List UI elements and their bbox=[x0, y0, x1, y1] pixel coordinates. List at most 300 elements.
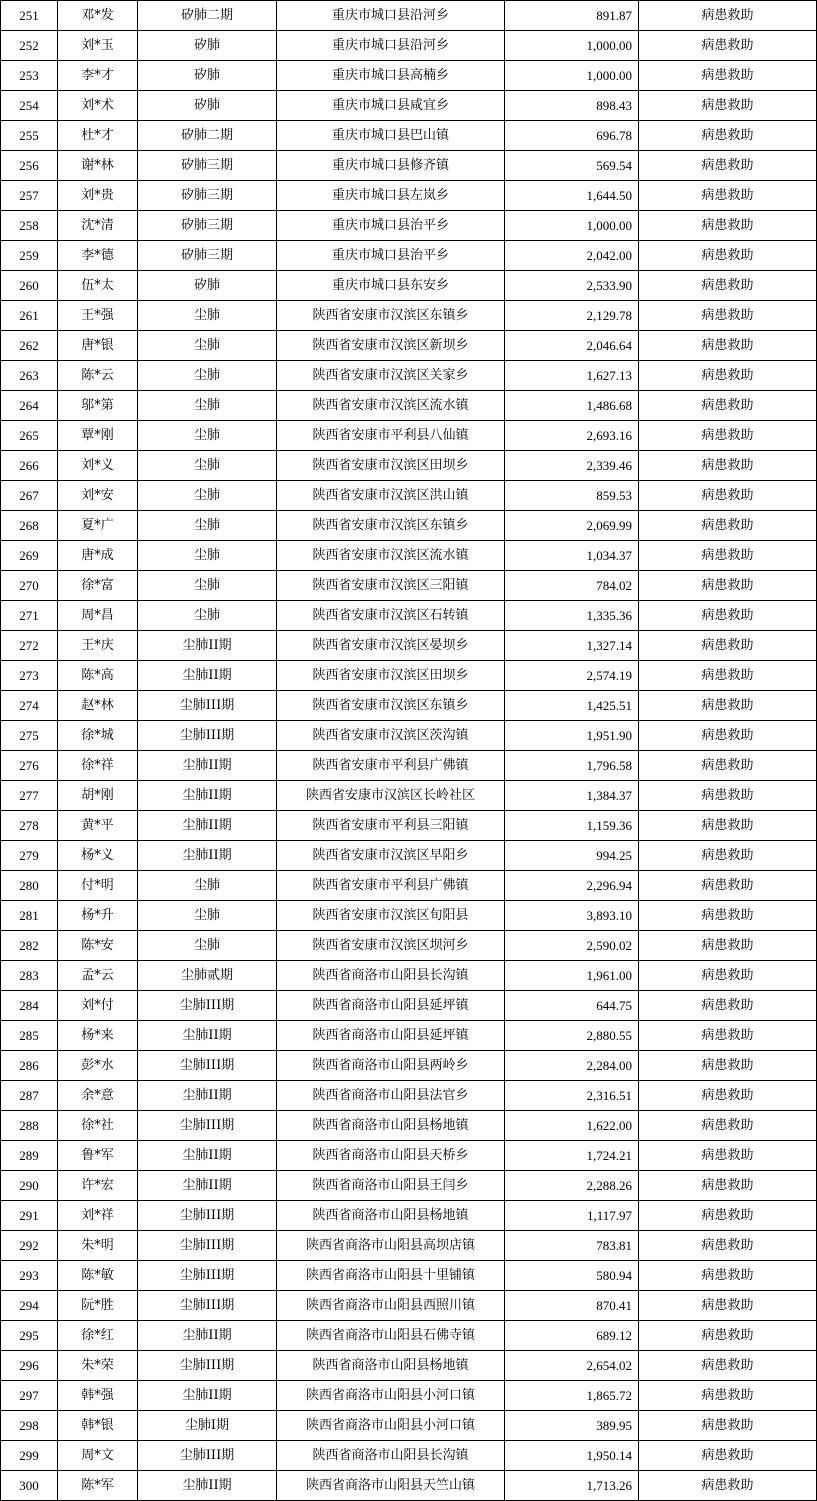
category-cell: 病患救助 bbox=[639, 61, 817, 91]
diagnosis-cell: 尘肺贰期 bbox=[138, 961, 277, 991]
aid-table-body bbox=[1, 1, 817, 1501]
category-cell: 病患救助 bbox=[639, 1021, 817, 1051]
table-row bbox=[1, 331, 817, 361]
table-row bbox=[1, 241, 817, 271]
table-row bbox=[1, 1051, 817, 1081]
category-cell: 病患救助 bbox=[639, 301, 817, 331]
address-cell: 陕西省商洛市山阳县两岭乡 bbox=[277, 1051, 505, 1081]
row-number: 275 bbox=[1, 721, 58, 751]
diagnosis-cell: 尘肺II期 bbox=[138, 751, 277, 781]
name-cell: 唐*银 bbox=[58, 331, 138, 361]
table-row bbox=[1, 961, 817, 991]
row-number: 293 bbox=[1, 1261, 58, 1291]
table-row bbox=[1, 1, 817, 31]
row-number: 266 bbox=[1, 451, 58, 481]
row-number: 288 bbox=[1, 1111, 58, 1141]
category-cell: 病患救助 bbox=[639, 1321, 817, 1351]
row-number: 292 bbox=[1, 1231, 58, 1261]
diagnosis-cell: 矽肺 bbox=[138, 91, 277, 121]
address-cell: 陕西省安康市汉滨区晏坝乡 bbox=[277, 631, 505, 661]
diagnosis-cell: 尘肺II期 bbox=[138, 1021, 277, 1051]
row-number: 270 bbox=[1, 571, 58, 601]
address-cell: 陕西省商洛市山阳县天桥乡 bbox=[277, 1141, 505, 1171]
amount-cell: 569.54 bbox=[505, 151, 639, 181]
address-cell: 陕西省安康市汉滨区东镇乡 bbox=[277, 511, 505, 541]
name-cell: 徐*红 bbox=[58, 1321, 138, 1351]
category-cell: 病患救助 bbox=[639, 661, 817, 691]
address-cell: 重庆市城口县治平乡 bbox=[277, 241, 505, 271]
address-cell: 陕西省安康市平利县广佛镇 bbox=[277, 751, 505, 781]
diagnosis-cell: 矽肺二期 bbox=[138, 121, 277, 151]
address-cell: 重庆市城口县治平乡 bbox=[277, 211, 505, 241]
amount-cell: 1,425.51 bbox=[505, 691, 639, 721]
diagnosis-cell: 尘肺 bbox=[138, 541, 277, 571]
amount-cell: 2,046.64 bbox=[505, 331, 639, 361]
amount-cell: 580.94 bbox=[505, 1261, 639, 1291]
diagnosis-cell: 尘肺 bbox=[138, 451, 277, 481]
address-cell: 陕西省商洛市山阳县西照川镇 bbox=[277, 1291, 505, 1321]
category-cell: 病患救助 bbox=[639, 151, 817, 181]
row-number: 281 bbox=[1, 901, 58, 931]
address-cell: 重庆市城口县左岚乡 bbox=[277, 181, 505, 211]
table-row bbox=[1, 751, 817, 781]
row-number: 298 bbox=[1, 1411, 58, 1441]
category-cell: 病患救助 bbox=[639, 1471, 817, 1501]
diagnosis-cell: 尘肺III期 bbox=[138, 721, 277, 751]
table-row bbox=[1, 91, 817, 121]
address-cell: 陕西省安康市平利县三阳镇 bbox=[277, 811, 505, 841]
category-cell: 病患救助 bbox=[639, 451, 817, 481]
amount-cell: 2,129.78 bbox=[505, 301, 639, 331]
row-number: 282 bbox=[1, 931, 58, 961]
name-cell: 许*宏 bbox=[58, 1171, 138, 1201]
amount-cell: 1,000.00 bbox=[505, 31, 639, 61]
table-row bbox=[1, 271, 817, 301]
category-cell: 病患救助 bbox=[639, 751, 817, 781]
row-number: 279 bbox=[1, 841, 58, 871]
amount-cell: 2,296.94 bbox=[505, 871, 639, 901]
address-cell: 陕西省安康市汉滨区田坝乡 bbox=[277, 661, 505, 691]
address-cell: 陕西省安康市汉滨区早阳乡 bbox=[277, 841, 505, 871]
row-number: 261 bbox=[1, 301, 58, 331]
amount-cell: 1,950.14 bbox=[505, 1441, 639, 1471]
name-cell: 陈*军 bbox=[58, 1471, 138, 1501]
name-cell: 周*文 bbox=[58, 1441, 138, 1471]
amount-cell: 859.53 bbox=[505, 481, 639, 511]
diagnosis-cell: 尘肺III期 bbox=[138, 1201, 277, 1231]
category-cell: 病患救助 bbox=[639, 901, 817, 931]
table-row bbox=[1, 1201, 817, 1231]
diagnosis-cell: 尘肺III期 bbox=[138, 691, 277, 721]
diagnosis-cell: 矽肺二期 bbox=[138, 1, 277, 31]
diagnosis-cell: 尘肺II期 bbox=[138, 1321, 277, 1351]
category-cell: 病患救助 bbox=[639, 1261, 817, 1291]
name-cell: 鲁*军 bbox=[58, 1141, 138, 1171]
diagnosis-cell: 矽肺三期 bbox=[138, 211, 277, 241]
address-cell: 陕西省商洛市山阳县王闫乡 bbox=[277, 1171, 505, 1201]
category-cell: 病患救助 bbox=[639, 1231, 817, 1261]
row-number: 285 bbox=[1, 1021, 58, 1051]
diagnosis-cell: 尘肺 bbox=[138, 571, 277, 601]
table-row bbox=[1, 1351, 817, 1381]
amount-cell: 2,042.00 bbox=[505, 241, 639, 271]
name-cell: 刘*贵 bbox=[58, 181, 138, 211]
name-cell: 刘*玉 bbox=[58, 31, 138, 61]
amount-cell: 2,533.90 bbox=[505, 271, 639, 301]
diagnosis-cell: 尘肺 bbox=[138, 331, 277, 361]
diagnosis-cell: 尘肺II期 bbox=[138, 631, 277, 661]
diagnosis-cell: 尘肺II期 bbox=[138, 1471, 277, 1501]
category-cell: 病患救助 bbox=[639, 1411, 817, 1441]
row-number: 256 bbox=[1, 151, 58, 181]
diagnosis-cell: 尘肺III期 bbox=[138, 1051, 277, 1081]
amount-cell: 898.43 bbox=[505, 91, 639, 121]
amount-cell: 1,951.90 bbox=[505, 721, 639, 751]
amount-cell: 1,000.00 bbox=[505, 61, 639, 91]
table-row bbox=[1, 61, 817, 91]
address-cell: 陕西省商洛市山阳县小河口镇 bbox=[277, 1411, 505, 1441]
amount-cell: 1,159.36 bbox=[505, 811, 639, 841]
row-number: 295 bbox=[1, 1321, 58, 1351]
category-cell: 病患救助 bbox=[639, 361, 817, 391]
table-row bbox=[1, 421, 817, 451]
category-cell: 病患救助 bbox=[639, 1171, 817, 1201]
row-number: 253 bbox=[1, 61, 58, 91]
category-cell: 病患救助 bbox=[639, 91, 817, 121]
name-cell: 伍*太 bbox=[58, 271, 138, 301]
category-cell: 病患救助 bbox=[639, 1051, 817, 1081]
category-cell: 病患救助 bbox=[639, 781, 817, 811]
category-cell: 病患救助 bbox=[639, 391, 817, 421]
name-cell: 陈*高 bbox=[58, 661, 138, 691]
amount-cell: 389.95 bbox=[505, 1411, 639, 1441]
address-cell: 陕西省安康市汉滨区东镇乡 bbox=[277, 691, 505, 721]
amount-cell: 1,644.50 bbox=[505, 181, 639, 211]
name-cell: 徐*社 bbox=[58, 1111, 138, 1141]
row-number: 257 bbox=[1, 181, 58, 211]
table-row bbox=[1, 211, 817, 241]
name-cell: 陈*敏 bbox=[58, 1261, 138, 1291]
address-cell: 陕西省安康市汉滨区东镇乡 bbox=[277, 301, 505, 331]
row-number: 283 bbox=[1, 961, 58, 991]
diagnosis-cell: 尘肺II期 bbox=[138, 1381, 277, 1411]
row-number: 294 bbox=[1, 1291, 58, 1321]
diagnosis-cell: 矽肺三期 bbox=[138, 151, 277, 181]
amount-cell: 891.87 bbox=[505, 1, 639, 31]
name-cell: 李*才 bbox=[58, 61, 138, 91]
name-cell: 刘*术 bbox=[58, 91, 138, 121]
address-cell: 陕西省安康市汉滨区坝河乡 bbox=[277, 931, 505, 961]
row-number: 296 bbox=[1, 1351, 58, 1381]
category-cell: 病患救助 bbox=[639, 1111, 817, 1141]
name-cell: 夏*广 bbox=[58, 511, 138, 541]
amount-cell: 1,384.37 bbox=[505, 781, 639, 811]
row-number: 254 bbox=[1, 91, 58, 121]
amount-cell: 2,316.51 bbox=[505, 1081, 639, 1111]
amount-cell: 1,327.14 bbox=[505, 631, 639, 661]
name-cell: 覃*刚 bbox=[58, 421, 138, 451]
row-number: 271 bbox=[1, 601, 58, 631]
amount-cell: 2,284.00 bbox=[505, 1051, 639, 1081]
category-cell: 病患救助 bbox=[639, 1291, 817, 1321]
row-number: 290 bbox=[1, 1171, 58, 1201]
address-cell: 重庆市城口县沿河乡 bbox=[277, 1, 505, 31]
name-cell: 徐*富 bbox=[58, 571, 138, 601]
amount-cell: 1,961.00 bbox=[505, 961, 639, 991]
category-cell: 病患救助 bbox=[639, 961, 817, 991]
amount-cell: 2,339.46 bbox=[505, 451, 639, 481]
diagnosis-cell: 尘肺II期 bbox=[138, 1081, 277, 1111]
amount-cell: 1,724.21 bbox=[505, 1141, 639, 1171]
category-cell: 病患救助 bbox=[639, 1441, 817, 1471]
address-cell: 陕西省安康市汉滨区三阳镇 bbox=[277, 571, 505, 601]
table-row bbox=[1, 691, 817, 721]
table-row bbox=[1, 391, 817, 421]
address-cell: 陕西省安康市汉滨区流水镇 bbox=[277, 391, 505, 421]
row-number: 276 bbox=[1, 751, 58, 781]
diagnosis-cell: 尘肺III期 bbox=[138, 1441, 277, 1471]
table-row bbox=[1, 541, 817, 571]
name-cell: 朱*荣 bbox=[58, 1351, 138, 1381]
row-number: 259 bbox=[1, 241, 58, 271]
name-cell: 杨*升 bbox=[58, 901, 138, 931]
name-cell: 刘*付 bbox=[58, 991, 138, 1021]
diagnosis-cell: 尘肺 bbox=[138, 511, 277, 541]
table-row bbox=[1, 511, 817, 541]
row-number: 280 bbox=[1, 871, 58, 901]
name-cell: 付*明 bbox=[58, 871, 138, 901]
table-row bbox=[1, 841, 817, 871]
row-number: 299 bbox=[1, 1441, 58, 1471]
address-cell: 陕西省商洛市山阳县法官乡 bbox=[277, 1081, 505, 1111]
table-row bbox=[1, 1381, 817, 1411]
address-cell: 陕西省安康市汉滨区流水镇 bbox=[277, 541, 505, 571]
address-cell: 重庆市城口县巴山镇 bbox=[277, 121, 505, 151]
name-cell: 刘*义 bbox=[58, 451, 138, 481]
address-cell: 陕西省安康市汉滨区田坝乡 bbox=[277, 451, 505, 481]
diagnosis-cell: 尘肺 bbox=[138, 931, 277, 961]
diagnosis-cell: 尘肺III期 bbox=[138, 1231, 277, 1261]
name-cell: 李*德 bbox=[58, 241, 138, 271]
amount-cell: 696.78 bbox=[505, 121, 639, 151]
table-row bbox=[1, 481, 817, 511]
name-cell: 徐*城 bbox=[58, 721, 138, 751]
amount-cell: 644.75 bbox=[505, 991, 639, 1021]
address-cell: 陕西省商洛市山阳县小河口镇 bbox=[277, 1381, 505, 1411]
address-cell: 陕西省商洛市山阳县杨地镇 bbox=[277, 1111, 505, 1141]
row-number: 272 bbox=[1, 631, 58, 661]
name-cell: 韩*银 bbox=[58, 1411, 138, 1441]
name-cell: 韩*强 bbox=[58, 1381, 138, 1411]
row-number: 267 bbox=[1, 481, 58, 511]
diagnosis-cell: 尘肺 bbox=[138, 361, 277, 391]
address-cell: 陕西省商洛市山阳县石佛寺镇 bbox=[277, 1321, 505, 1351]
diagnosis-cell: 尘肺 bbox=[138, 601, 277, 631]
address-cell: 重庆市城口县修齐镇 bbox=[277, 151, 505, 181]
category-cell: 病患救助 bbox=[639, 721, 817, 751]
diagnosis-cell: 尘肺III期 bbox=[138, 1261, 277, 1291]
table-row bbox=[1, 1441, 817, 1471]
name-cell: 赵*林 bbox=[58, 691, 138, 721]
category-cell: 病患救助 bbox=[639, 691, 817, 721]
diagnosis-cell: 尘肺III期 bbox=[138, 1291, 277, 1321]
address-cell: 陕西省商洛市山阳县长沟镇 bbox=[277, 961, 505, 991]
table-row bbox=[1, 1471, 817, 1501]
table-row bbox=[1, 1171, 817, 1201]
diagnosis-cell: 尘肺II期 bbox=[138, 661, 277, 691]
category-cell: 病患救助 bbox=[639, 31, 817, 61]
name-cell: 徐*祥 bbox=[58, 751, 138, 781]
category-cell: 病患救助 bbox=[639, 871, 817, 901]
amount-cell: 2,693.16 bbox=[505, 421, 639, 451]
address-cell: 陕西省安康市汉滨区茨沟镇 bbox=[277, 721, 505, 751]
table-row bbox=[1, 301, 817, 331]
category-cell: 病患救助 bbox=[639, 1351, 817, 1381]
address-cell: 重庆市城口县沿河乡 bbox=[277, 31, 505, 61]
row-number: 252 bbox=[1, 31, 58, 61]
diagnosis-cell: 尘肺 bbox=[138, 871, 277, 901]
address-cell: 重庆市城口县高楠乡 bbox=[277, 61, 505, 91]
address-cell: 陕西省安康市汉滨区新坝乡 bbox=[277, 331, 505, 361]
row-number: 291 bbox=[1, 1201, 58, 1231]
amount-cell: 1,335.36 bbox=[505, 601, 639, 631]
table-row bbox=[1, 1021, 817, 1051]
name-cell: 胡*刚 bbox=[58, 781, 138, 811]
category-cell: 病患救助 bbox=[639, 511, 817, 541]
table-row bbox=[1, 361, 817, 391]
category-cell: 病患救助 bbox=[639, 181, 817, 211]
table-row bbox=[1, 1291, 817, 1321]
address-cell: 陕西省商洛市山阳县杨地镇 bbox=[277, 1201, 505, 1231]
name-cell: 彭*水 bbox=[58, 1051, 138, 1081]
amount-cell: 3,893.10 bbox=[505, 901, 639, 931]
diagnosis-cell: 尘肺II期 bbox=[138, 841, 277, 871]
diagnosis-cell: 尘肺 bbox=[138, 301, 277, 331]
diagnosis-cell: 尘肺II期 bbox=[138, 1171, 277, 1201]
category-cell: 病患救助 bbox=[639, 811, 817, 841]
amount-cell: 784.02 bbox=[505, 571, 639, 601]
name-cell: 杨*义 bbox=[58, 841, 138, 871]
address-cell: 陕西省安康市汉滨区关家乡 bbox=[277, 361, 505, 391]
address-cell: 陕西省商洛市山阳县杨地镇 bbox=[277, 1351, 505, 1381]
table-row bbox=[1, 661, 817, 691]
row-number: 265 bbox=[1, 421, 58, 451]
amount-cell: 2,574.19 bbox=[505, 661, 639, 691]
name-cell: 沈*清 bbox=[58, 211, 138, 241]
amount-cell: 1,796.58 bbox=[505, 751, 639, 781]
table-row bbox=[1, 1321, 817, 1351]
category-cell: 病患救助 bbox=[639, 121, 817, 151]
name-cell: 邓*发 bbox=[58, 1, 138, 31]
address-cell: 陕西省商洛市山阳县十里铺镇 bbox=[277, 1261, 505, 1291]
table-row bbox=[1, 121, 817, 151]
amount-cell: 2,288.26 bbox=[505, 1171, 639, 1201]
amount-cell: 994.25 bbox=[505, 841, 639, 871]
table-row bbox=[1, 1231, 817, 1261]
name-cell: 余*意 bbox=[58, 1081, 138, 1111]
name-cell: 杜*才 bbox=[58, 121, 138, 151]
diagnosis-cell: 矽肺 bbox=[138, 61, 277, 91]
amount-cell: 1,622.00 bbox=[505, 1111, 639, 1141]
category-cell: 病患救助 bbox=[639, 211, 817, 241]
row-number: 258 bbox=[1, 211, 58, 241]
amount-cell: 1,000.00 bbox=[505, 211, 639, 241]
address-cell: 陕西省商洛市山阳县长沟镇 bbox=[277, 1441, 505, 1471]
table-row bbox=[1, 1411, 817, 1441]
name-cell: 唐*成 bbox=[58, 541, 138, 571]
table-row bbox=[1, 151, 817, 181]
table-row bbox=[1, 601, 817, 631]
diagnosis-cell: 尘肺II期 bbox=[138, 781, 277, 811]
address-cell: 陕西省安康市平利县八仙镇 bbox=[277, 421, 505, 451]
amount-cell: 870.41 bbox=[505, 1291, 639, 1321]
address-cell: 陕西省安康市汉滨区旬阳县 bbox=[277, 901, 505, 931]
category-cell: 病患救助 bbox=[639, 631, 817, 661]
table-row bbox=[1, 571, 817, 601]
category-cell: 病患救助 bbox=[639, 271, 817, 301]
amount-cell: 2,069.99 bbox=[505, 511, 639, 541]
category-cell: 病患救助 bbox=[639, 421, 817, 451]
name-cell: 朱*明 bbox=[58, 1231, 138, 1261]
row-number: 289 bbox=[1, 1141, 58, 1171]
table-row bbox=[1, 991, 817, 1021]
category-cell: 病患救助 bbox=[639, 541, 817, 571]
address-cell: 陕西省安康市汉滨区石转镇 bbox=[277, 601, 505, 631]
diagnosis-cell: 尘肺 bbox=[138, 901, 277, 931]
address-cell: 陕西省安康市平利县广佛镇 bbox=[277, 871, 505, 901]
amount-cell: 2,654.02 bbox=[505, 1351, 639, 1381]
address-cell: 陕西省商洛市山阳县延坪镇 bbox=[277, 991, 505, 1021]
address-cell: 陕西省商洛市山阳县延坪镇 bbox=[277, 1021, 505, 1051]
category-cell: 病患救助 bbox=[639, 991, 817, 1021]
category-cell: 病患救助 bbox=[639, 1141, 817, 1171]
diagnosis-cell: 矽肺 bbox=[138, 271, 277, 301]
table-row bbox=[1, 631, 817, 661]
amount-cell: 2,590.02 bbox=[505, 931, 639, 961]
diagnosis-cell: 尘肺II期 bbox=[138, 1141, 277, 1171]
table-row bbox=[1, 871, 817, 901]
amount-cell: 2,880.55 bbox=[505, 1021, 639, 1051]
name-cell: 陈*安 bbox=[58, 931, 138, 961]
name-cell: 刘*安 bbox=[58, 481, 138, 511]
name-cell: 王*强 bbox=[58, 301, 138, 331]
table-row bbox=[1, 811, 817, 841]
category-cell: 病患救助 bbox=[639, 931, 817, 961]
table-row bbox=[1, 31, 817, 61]
table-row bbox=[1, 1141, 817, 1171]
category-cell: 病患救助 bbox=[639, 571, 817, 601]
category-cell: 病患救助 bbox=[639, 1381, 817, 1411]
address-cell: 陕西省安康市汉滨区长岭社区 bbox=[277, 781, 505, 811]
amount-cell: 1,034.37 bbox=[505, 541, 639, 571]
address-cell: 陕西省商洛市山阳县天竺山镇 bbox=[277, 1471, 505, 1501]
row-number: 255 bbox=[1, 121, 58, 151]
address-cell: 陕西省安康市汉滨区洪山镇 bbox=[277, 481, 505, 511]
table-row bbox=[1, 181, 817, 211]
row-number: 262 bbox=[1, 331, 58, 361]
category-cell: 病患救助 bbox=[639, 481, 817, 511]
category-cell: 病患救助 bbox=[639, 601, 817, 631]
address-cell: 陕西省商洛市山阳县高坝店镇 bbox=[277, 1231, 505, 1261]
category-cell: 病患救助 bbox=[639, 331, 817, 361]
name-cell: 黄*平 bbox=[58, 811, 138, 841]
name-cell: 阮*胜 bbox=[58, 1291, 138, 1321]
table-row bbox=[1, 451, 817, 481]
name-cell: 谢*林 bbox=[58, 151, 138, 181]
category-cell: 病患救助 bbox=[639, 1081, 817, 1111]
diagnosis-cell: 尘肺 bbox=[138, 481, 277, 511]
row-number: 263 bbox=[1, 361, 58, 391]
